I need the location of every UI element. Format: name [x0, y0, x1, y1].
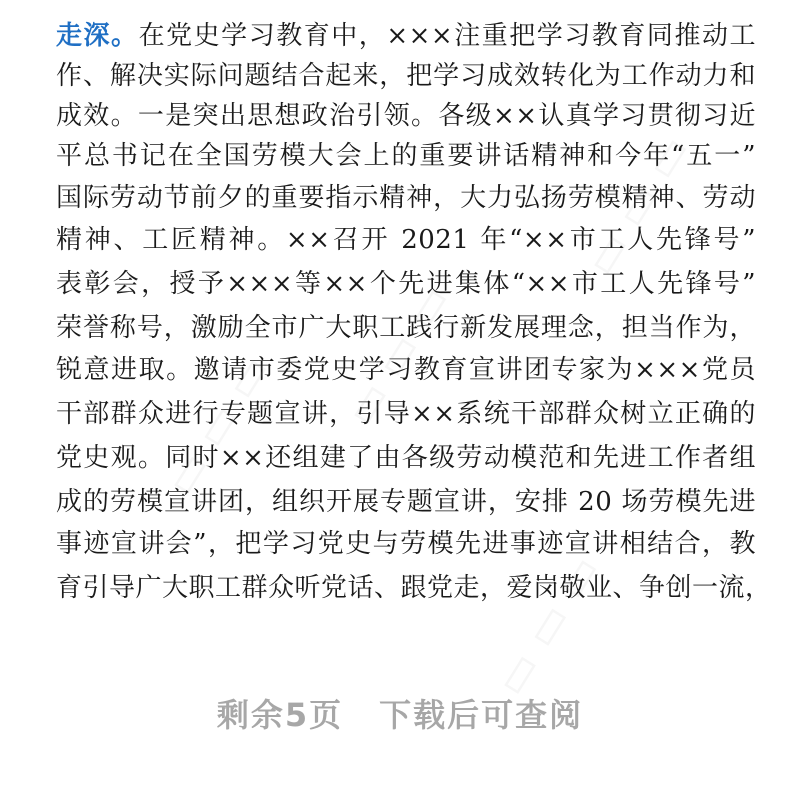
text-line: 精神、工匠精神。××召开 2021 年“××市工人先锋号” [56, 225, 756, 255]
download-to-view-label: 下载后可查阅 [379, 696, 584, 734]
text-line: 国际劳动节前夕的重要指示精神，大力弘扬劳模精神、劳动 [56, 183, 756, 213]
watermark-mark: ▭ ▭ ▭ [574, 126, 701, 285]
text-line: 作、解决实际问题结合起来，把学习成效转化为工作动力和 [56, 61, 756, 91]
watermark-mark: ▭ ▭ ▭ [484, 546, 611, 705]
download-prompt-button[interactable] [0, 690, 800, 740]
text-line: 平总书记在全国劳模大会上的重要讲话精神和今年“五一” [56, 141, 756, 171]
watermark-mark: ▭ ▭ ▭ [154, 346, 281, 505]
text-line: 事迹宣讲会”，把学习党史与劳模先进事迹宣讲相结合，教 [56, 529, 756, 559]
text-line: 锐意进取。邀请市委党史学习教育宣讲团专家为×××党员 [56, 355, 756, 385]
text-line: 干部群众进行专题宣讲，引导××系统干部群众树立正确的 [56, 399, 756, 429]
text-line: 育引导广大职工群众听党话、跟党走，爱岗敬业、争创一流， [56, 573, 772, 603]
text-line: 走深。在党史学习教育中，×××注重把学习教育同推动工 [56, 21, 756, 51]
remaining-pages-label: 剩余5页 [216, 696, 344, 734]
text-line: 荣誉称号，激励全市广大职工践行新发展理念，担当作为， [56, 313, 756, 343]
text-line: 成的劳模宣讲团，组织开展专题宣讲，安排 20 场劳模先进 [56, 487, 756, 517]
watermark-mark: ▭ ▭ ▭ [334, 276, 461, 435]
text-line: 党史观。同时××还组建了由各级劳动模范和先进工作者组 [56, 443, 756, 473]
text-line: 成效。一是突出思想政治引领。各级××认真学习贯彻习近 [56, 101, 756, 131]
section-lead: 走深。 [56, 21, 139, 51]
text-line: 表彰会，授予×××等××个先进集体“××市工人先锋号” [56, 269, 756, 299]
